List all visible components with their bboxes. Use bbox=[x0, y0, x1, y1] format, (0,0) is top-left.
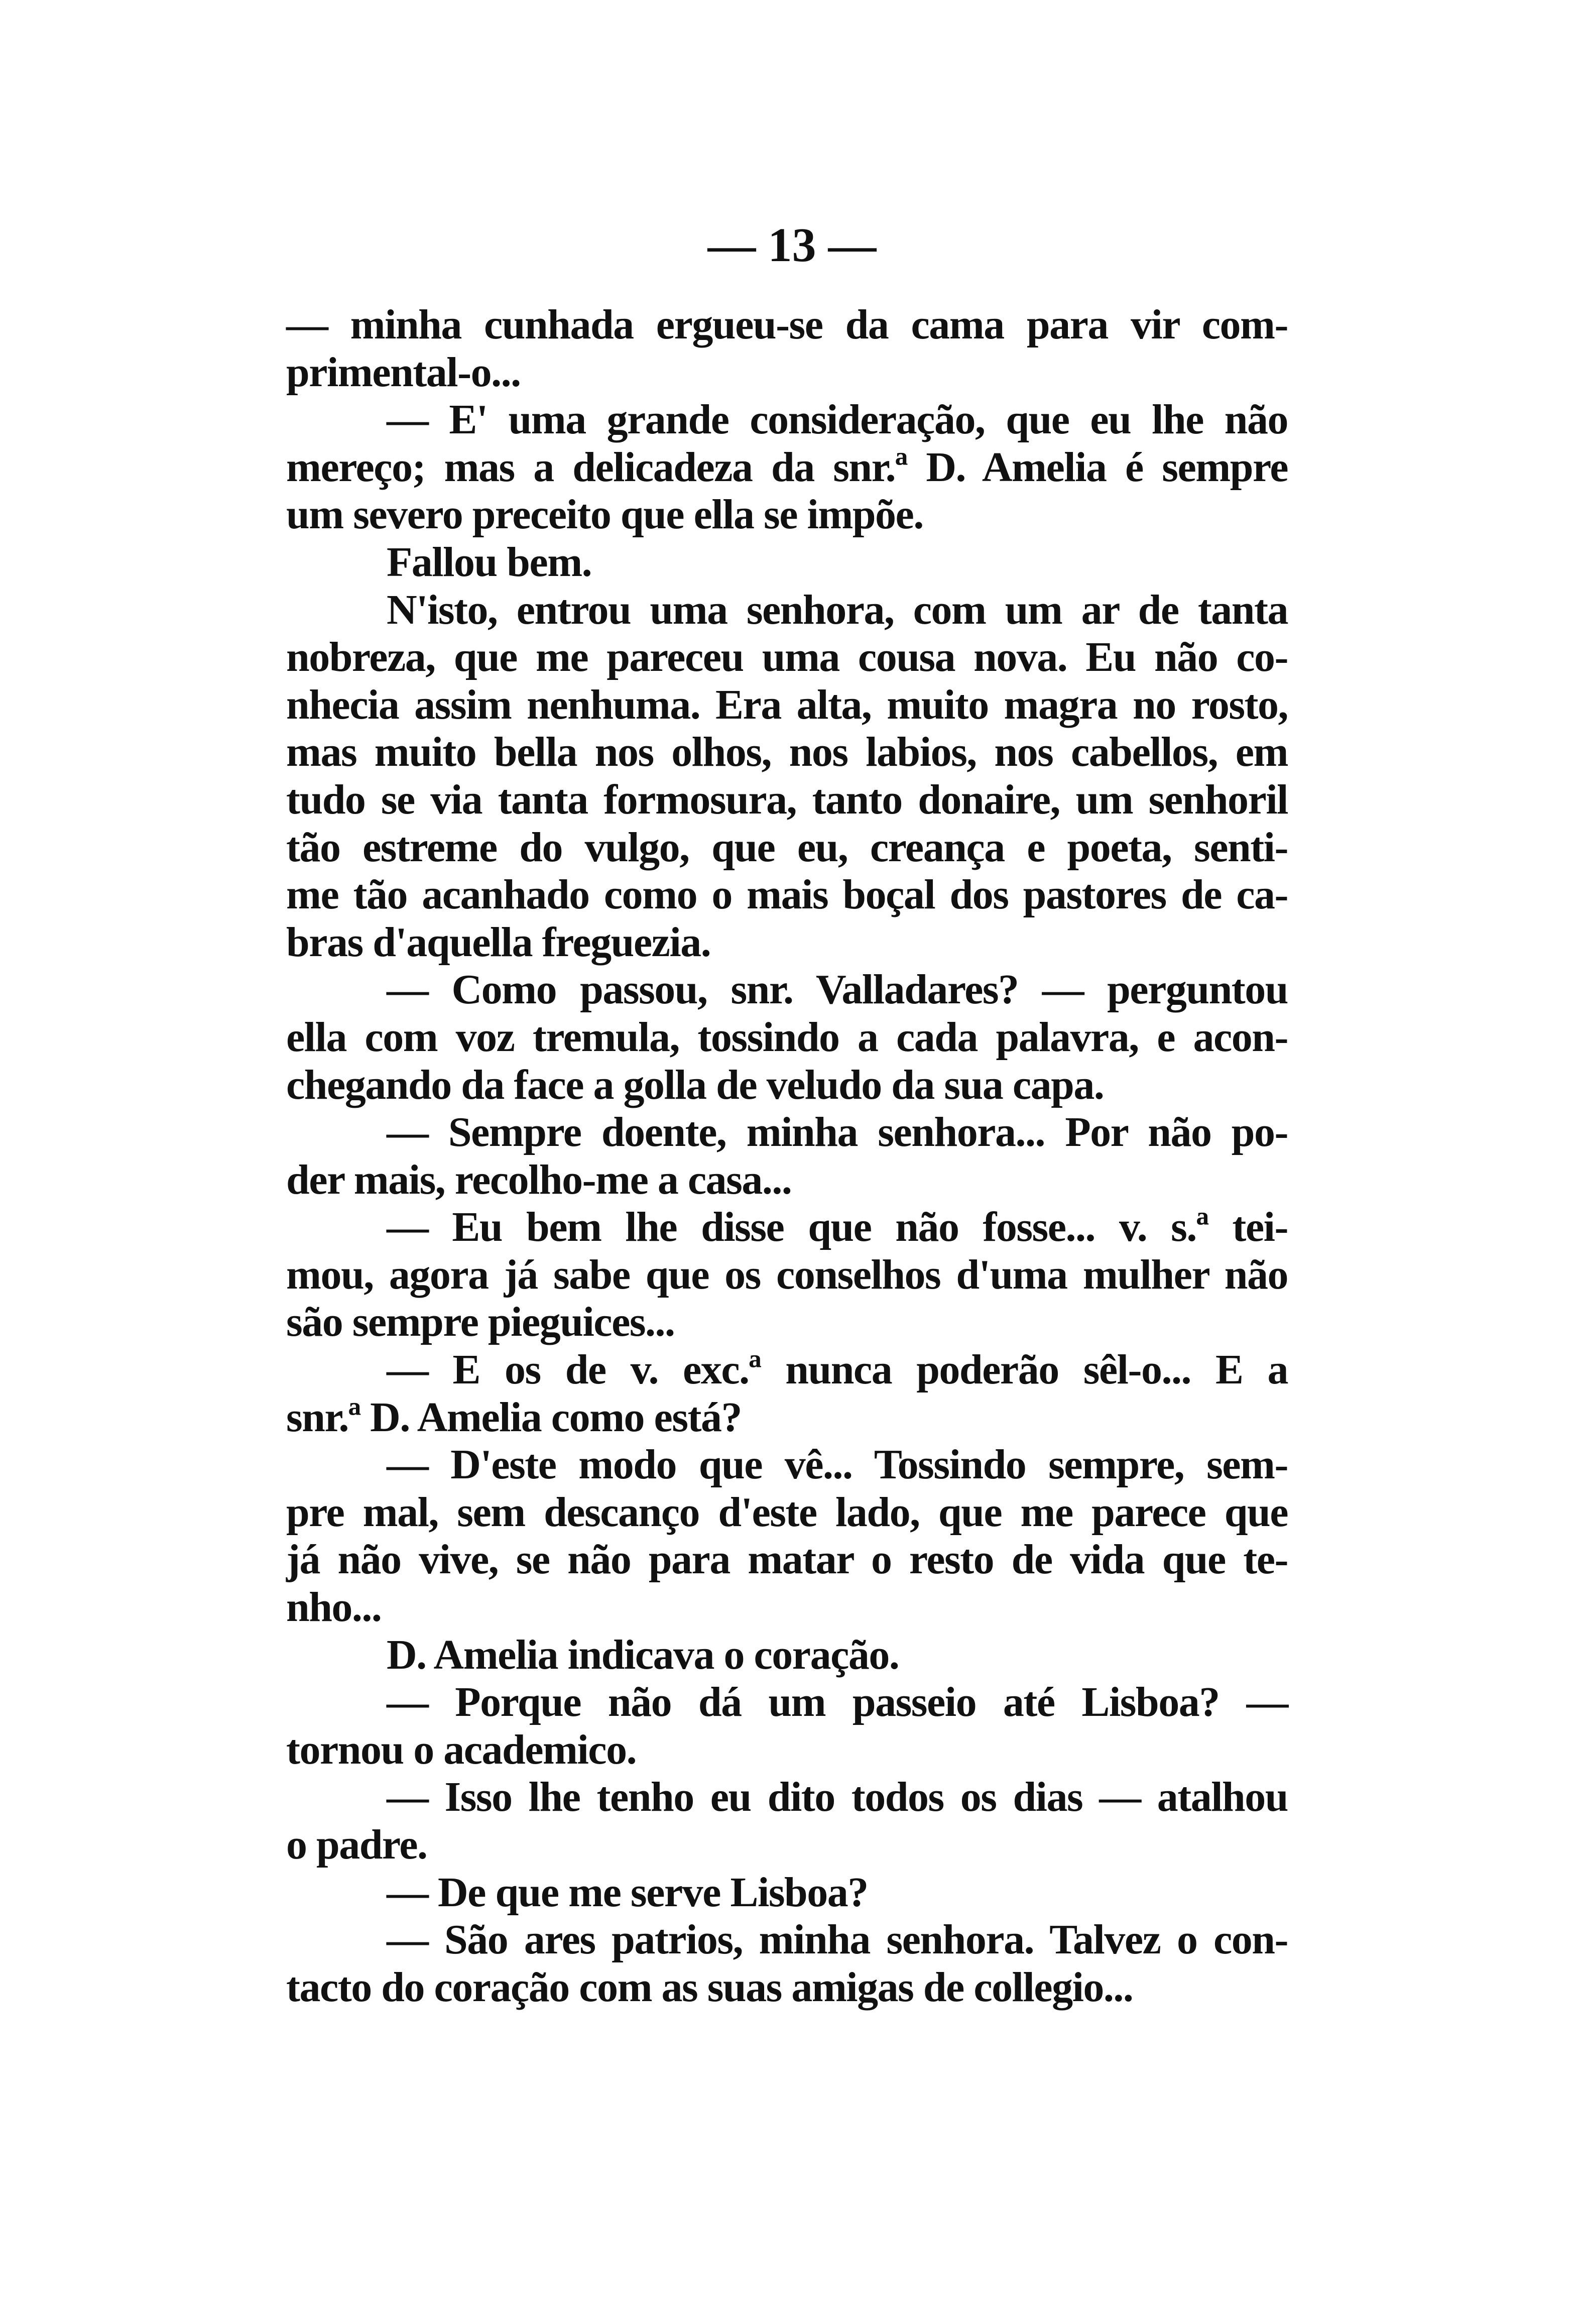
text-line: já não vive, se não para matar o resto de vida que te- bbox=[286, 1536, 1288, 1583]
text-line: — E' uma grande consideração, que eu lhe não bbox=[387, 396, 1288, 443]
text-line: mou, agora já sabe que os conselhos d'uma mulher não bbox=[286, 1251, 1288, 1298]
text-line: snr.ª D. Amelia como está? bbox=[286, 1393, 742, 1441]
text-line: — São ares patrios, minha senhora. Talvez o con- bbox=[387, 1916, 1288, 1963]
text-line: nho... bbox=[286, 1584, 382, 1631]
page-number: — 13 — bbox=[707, 218, 877, 272]
text-line: mas muito bella nos olhos, nos labios, nos cabellos, em bbox=[286, 729, 1288, 776]
text-line: tudo se via tanta formosura, tanto donaire, um senhoril bbox=[286, 776, 1288, 823]
body-text bbox=[286, 301, 1288, 2011]
text-line: — minha cunhada ergueu-se da cama para vir com- bbox=[286, 301, 1288, 348]
text-line: ella com voz tremula, tossindo a cada palavra, e acon- bbox=[286, 1013, 1288, 1061]
text-line: D. Amelia indicava o coração. bbox=[387, 1631, 899, 1678]
text-line: — D'este modo que vê... Tossindo sempre, sem- bbox=[387, 1441, 1288, 1488]
text-line: — De que me serve Lisboa? bbox=[387, 1869, 868, 1916]
text-line: pre mal, sem descanço d'este lado, que me parece que bbox=[286, 1488, 1288, 1536]
text-line: tacto do coração com as suas amigas de collegio... bbox=[286, 1963, 1133, 2011]
text-line: der mais, recolho-me a casa... bbox=[286, 1156, 792, 1203]
text-line: — Sempre doente, minha senhora... Por não po- bbox=[387, 1109, 1288, 1156]
text-line: tornou o academico. bbox=[286, 1726, 637, 1773]
text-line: mereço; mas a delicadeza da snr.ª D. Amelia é sempre bbox=[286, 443, 1288, 491]
text-line: — Isso lhe tenho eu dito todos os dias — atalhou bbox=[387, 1774, 1288, 1821]
text-line: — E os de v. exc.ª nunca poderão sêl-o... E a bbox=[387, 1346, 1288, 1393]
text-line: um severo preceito que ella se impõe. bbox=[286, 491, 923, 538]
text-line: — Eu bem lhe disse que não fosse... v. s.ª tei- bbox=[387, 1204, 1288, 1251]
text-line: me tão acanhado como o mais boçal dos pastores de ca- bbox=[286, 871, 1288, 918]
text-line: tão estreme do vulgo, que eu, creança e poeta, senti- bbox=[286, 824, 1288, 871]
text-line: o padre. bbox=[286, 1821, 427, 1868]
text-line: N'isto, entrou uma senhora, com um ar de tanta bbox=[387, 586, 1288, 633]
text-line: nobreza, que me pareceu uma cousa nova. Eu não co- bbox=[286, 634, 1288, 681]
text-line: nhecia assim nenhuma. Era alta, muito magra no rosto, bbox=[286, 681, 1288, 728]
text-line: chegando da face a golla de veludo da sua capa. bbox=[286, 1061, 1104, 1108]
text-line: primental-o... bbox=[286, 348, 521, 396]
text-line: — Como passou, snr. Valladares? — perguntou bbox=[387, 966, 1288, 1013]
text-line: bras d'aquella freguezia. bbox=[286, 918, 711, 966]
text-line: são sempre pieguices... bbox=[286, 1299, 675, 1346]
text-line: Fallou bem. bbox=[387, 538, 592, 586]
text-line: — Porque não dá um passeio até Lisboa? — bbox=[387, 1679, 1288, 1726]
